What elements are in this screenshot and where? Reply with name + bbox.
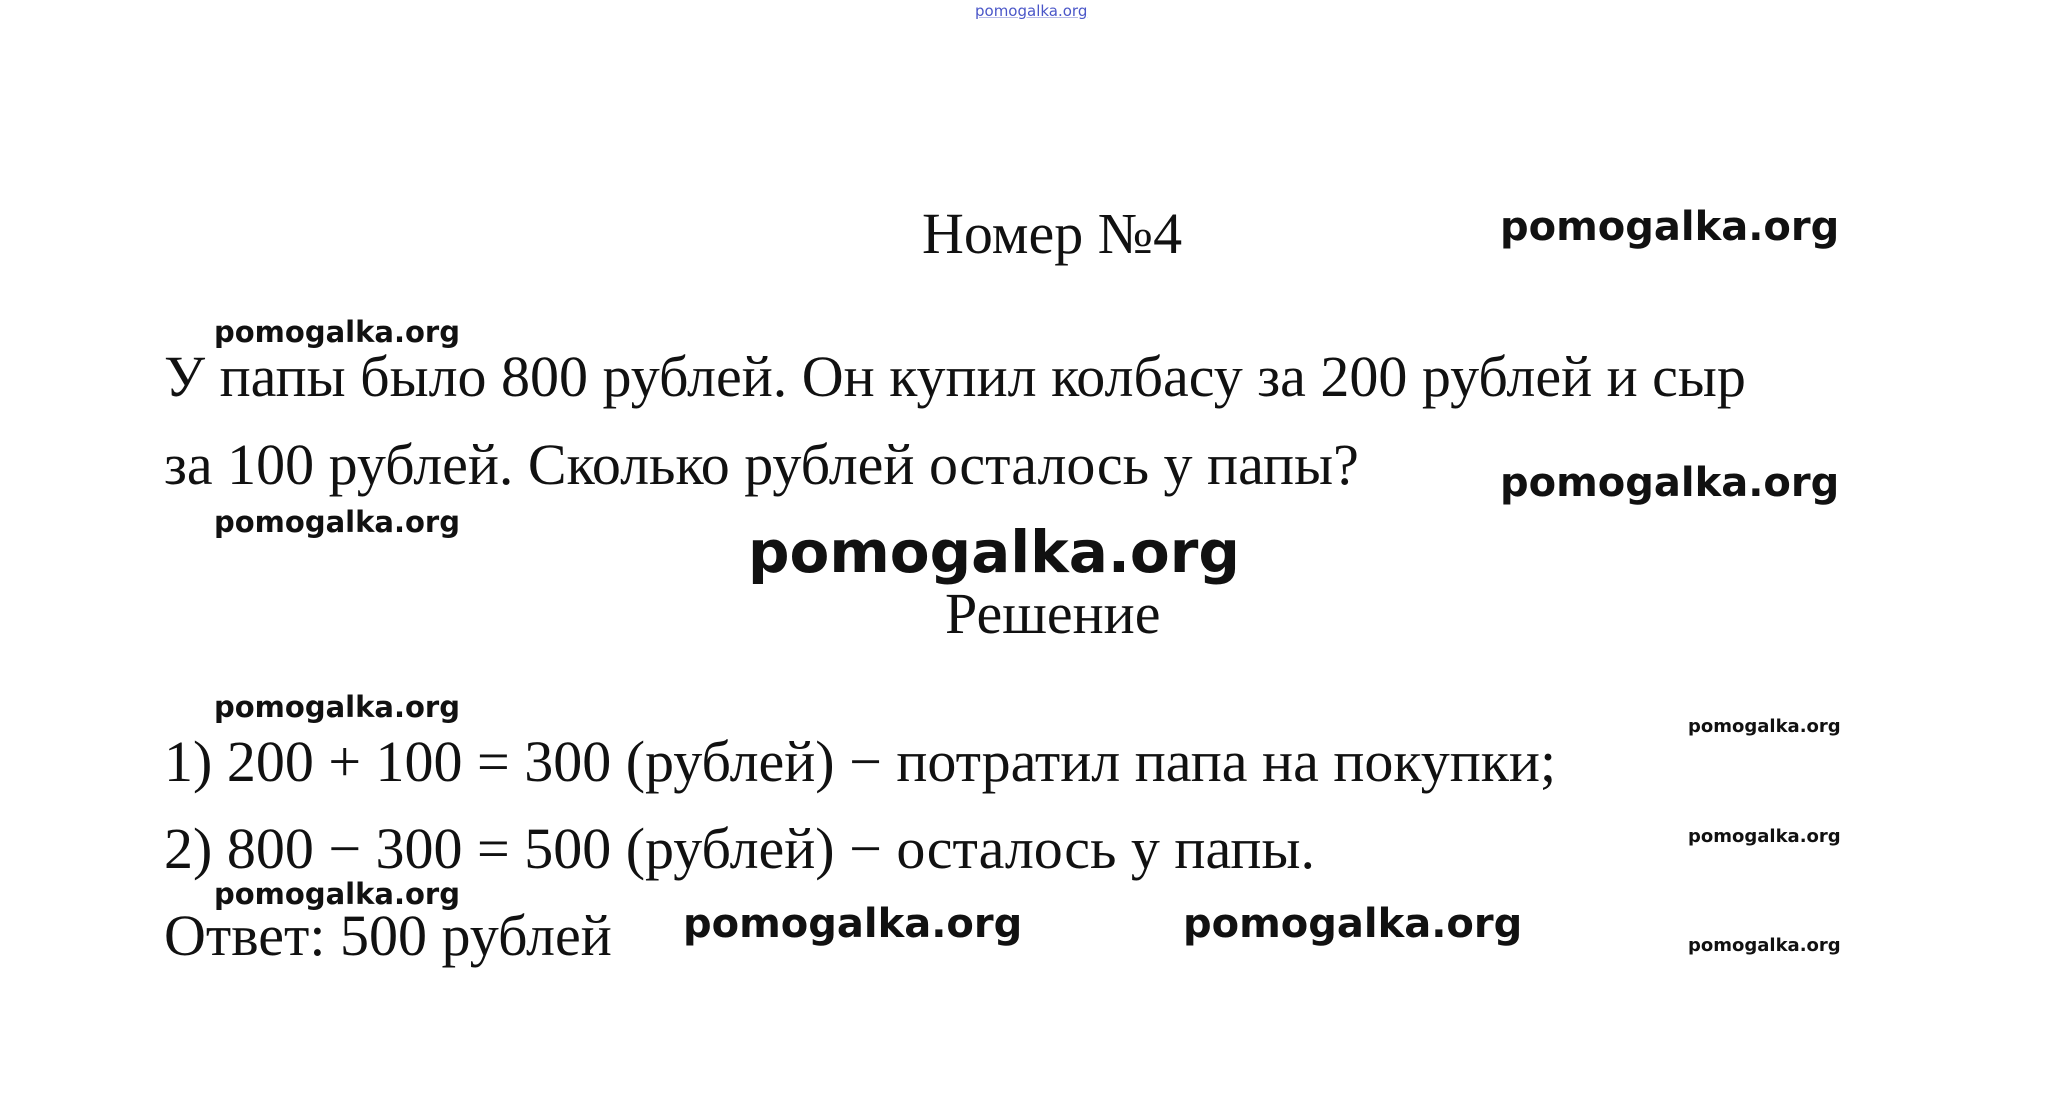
page-title: Номер №4: [922, 201, 1183, 266]
watermark: pomogalka.org: [214, 690, 460, 724]
watermark: pomogalka.org: [214, 315, 460, 349]
solution-step-2: 2) 800 − 300 = 500 (рублей) − осталось у папы.: [164, 816, 1315, 881]
watermark: pomogalka.org: [1688, 716, 1841, 737]
watermark: pomogalka.org: [1500, 460, 1840, 506]
watermark: pomogalka.org: [1500, 204, 1840, 250]
solution-step-1: 1) 200 + 100 = 300 (рублей) − потратил папа на покупки;: [164, 729, 1557, 794]
solution-heading: Решение: [945, 581, 1161, 646]
watermark: pomogalka.org: [214, 505, 460, 539]
watermark: pomogalka.org: [1688, 826, 1841, 847]
watermark: pomogalka.org: [1688, 935, 1841, 956]
watermark: pomogalka.org: [214, 877, 460, 911]
problem-text-line-1: У папы было 800 рублей. Он купил колбасу за 200 рублей и сыр: [164, 344, 1746, 409]
problem-text-line-2: за 100 рублей. Сколько рублей осталось у папы?: [164, 432, 1359, 497]
answer-text: Ответ: 500 рублей: [164, 903, 612, 968]
watermark: pomogalka.org: [683, 901, 1023, 947]
watermark: pomogalka.org: [1183, 901, 1523, 947]
site-link[interactable]: pomogalka.org: [975, 2, 1088, 20]
watermark: pomogalka.org: [748, 518, 1240, 586]
